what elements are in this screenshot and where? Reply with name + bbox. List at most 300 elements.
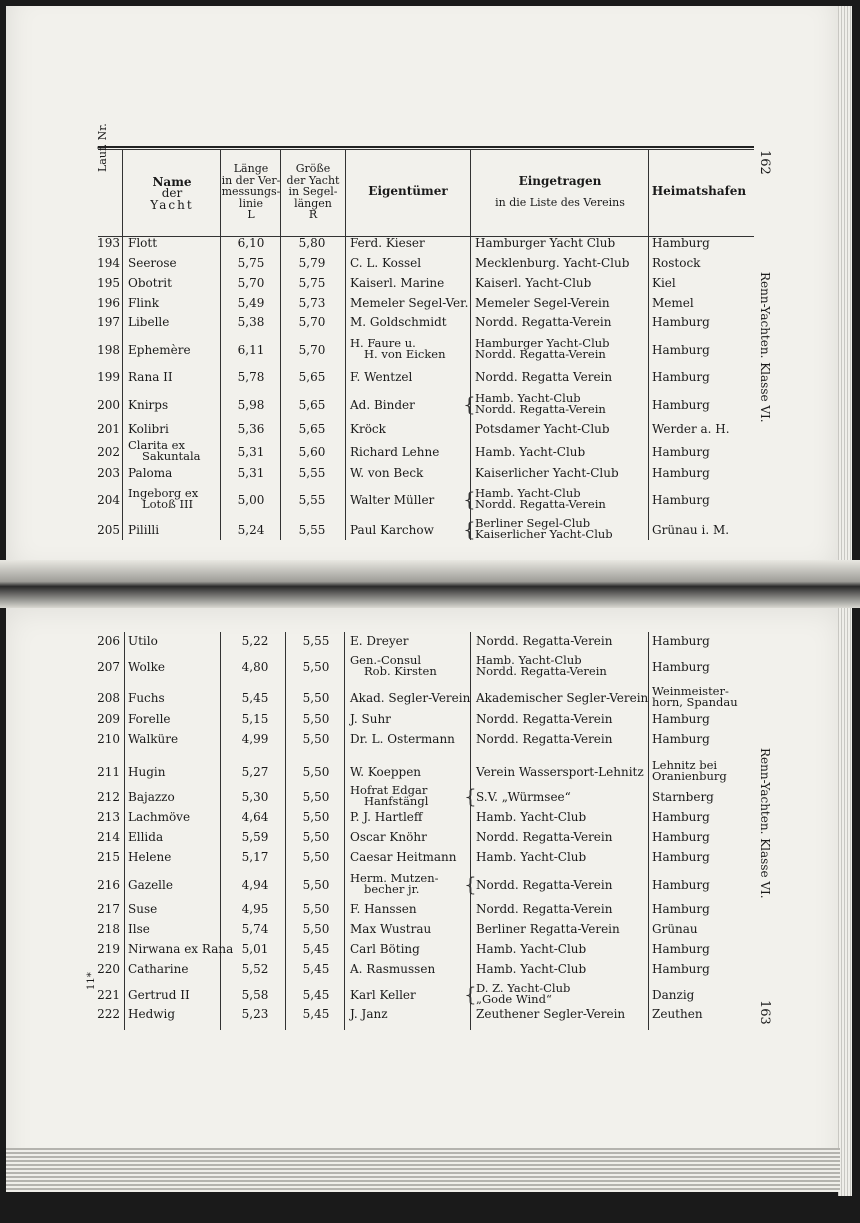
club <box>476 923 620 935</box>
brace-icon: { <box>463 392 476 416</box>
length-value: 5,01 <box>241 942 269 956</box>
length-value: 4,80 <box>241 660 269 674</box>
yacht-name <box>128 943 233 955</box>
row-number: 201 <box>97 422 120 436</box>
yacht-name-line: Ephemère <box>128 343 191 357</box>
home-port-line: Hamburg <box>652 850 710 864</box>
home-port-line: Hamburg <box>652 315 710 329</box>
club <box>476 851 586 863</box>
club-line: Nordd. Regatta-Verein <box>476 634 613 648</box>
sail-size-value: 5,50 <box>302 691 330 705</box>
club-line: Nordd. Regatta-Verein <box>476 878 613 892</box>
owner-line: C. L. Kossel <box>350 256 422 270</box>
club-line: Mecklenburg. Yacht-Club <box>475 256 630 270</box>
home-port <box>652 277 676 289</box>
club-line: Nordd. Regatta-Verein <box>475 315 612 329</box>
length-value: 5,31 <box>237 445 265 459</box>
header-heimatshafen: Heimatshafen <box>651 184 747 199</box>
yacht-name <box>128 989 190 1001</box>
owner-line: Memeler Segel-Ver. <box>350 296 469 310</box>
club-line: Potsdamer Yacht-Club <box>475 422 610 436</box>
club-line: Memeler Segel-Verein <box>475 296 610 310</box>
header-top-rule-2 <box>98 149 754 150</box>
sail-size-value: 5,55 <box>298 523 326 537</box>
yacht-name <box>128 733 178 745</box>
yacht-name-line: Pililli <box>128 523 160 537</box>
owner-line: Kröck <box>350 422 386 436</box>
owner <box>350 399 415 411</box>
yacht-name <box>128 399 168 411</box>
yacht-name <box>128 277 172 289</box>
sail-size-value: 5,50 <box>302 732 330 746</box>
yacht-name-line: Ilse <box>128 922 150 936</box>
home-port-line: Werder a. H. <box>652 422 730 436</box>
home-port <box>652 923 698 935</box>
club <box>476 811 586 823</box>
row-number: 217 <box>97 902 120 916</box>
length-value: 5,58 <box>241 988 269 1002</box>
club-line: Nordd. Regatta-Verein <box>475 497 606 511</box>
owner-line: Hanfstängl <box>364 794 429 808</box>
sail-size-value: 5,65 <box>298 422 326 436</box>
home-port <box>652 635 710 647</box>
row-number: 193 <box>97 236 120 250</box>
length-value: 5,22 <box>241 634 269 648</box>
owner-line: Paul Karchow <box>350 523 434 537</box>
sail-size-value: 5,50 <box>302 712 330 726</box>
yacht-name <box>128 963 188 975</box>
yacht-name-line: Wolke <box>128 660 165 674</box>
yacht-name-line: Flink <box>128 296 160 310</box>
owner <box>350 297 468 309</box>
owner-line: Walter Müller <box>350 493 435 507</box>
page-number-163: 163 <box>757 1000 772 1025</box>
sail-size-value: 5,50 <box>302 765 330 779</box>
club <box>476 635 612 647</box>
header-eigentuemer: Eigentümer <box>368 184 448 199</box>
row-number: 194 <box>97 256 120 270</box>
home-port-line: Hamburg <box>652 830 710 844</box>
home-port-line: Grünau <box>652 922 698 936</box>
club-line: Hamb. Yacht-Club <box>476 850 587 864</box>
length-value: 5,36 <box>237 422 265 436</box>
club-line: Hamb. Yacht-Club <box>476 653 582 667</box>
length-value: 6,11 <box>237 343 265 357</box>
club-line: Nordd. Regatta-Verein <box>476 664 607 678</box>
length-value: 6,10 <box>237 236 265 250</box>
row-number: 222 <box>97 1007 120 1021</box>
yacht-name <box>128 297 159 309</box>
club <box>475 297 610 309</box>
yacht-name <box>128 423 169 435</box>
club <box>476 879 612 891</box>
yacht-name-line: Walküre <box>128 732 179 746</box>
club-line: Berliner Regatta-Verein <box>476 922 620 936</box>
yacht-name-line: Kolibri <box>128 422 169 436</box>
row-number: 216 <box>97 878 120 892</box>
owner-line: J. Janz <box>350 1007 388 1021</box>
length-value: 4,99 <box>241 732 269 746</box>
row-number: 213 <box>97 810 120 824</box>
home-port <box>652 344 710 356</box>
yacht-name-line: Ingeborg ex <box>128 486 199 500</box>
home-port <box>652 943 710 955</box>
sail-size-value: 5,75 <box>298 276 326 290</box>
row-number: 214 <box>97 830 120 844</box>
club-line: Nordd. Regatta-Verein <box>475 347 606 361</box>
home-port <box>652 851 710 863</box>
home-port <box>652 760 727 782</box>
club <box>475 393 606 415</box>
yacht-name <box>128 831 163 843</box>
club <box>475 467 619 479</box>
home-port <box>652 237 710 249</box>
home-port-line: Rostock <box>652 256 701 270</box>
home-port-line: Hamburg <box>652 962 710 976</box>
yacht-name <box>128 766 165 778</box>
sail-size-value: 5,55 <box>302 634 330 648</box>
home-port-line: horn, Spandau <box>652 695 738 709</box>
home-port <box>652 903 710 915</box>
home-port <box>652 791 714 803</box>
owner-line: H. Faure u. <box>350 336 416 350</box>
yacht-name-line: Knirps <box>128 398 169 412</box>
club <box>476 733 612 745</box>
col-line <box>122 150 123 540</box>
yacht-name-line: Libelle <box>128 315 170 329</box>
club-line: Berliner Segel-Club <box>475 516 591 530</box>
home-port-line: Hamburg <box>652 732 710 746</box>
club-line: S.V. „Würmsee“ <box>476 790 571 804</box>
home-port-line: Hamburg <box>652 902 710 916</box>
club-line: Nordd. Regatta Verein <box>475 370 613 384</box>
header-lauf-nr: Lauf. Nr. <box>96 123 109 172</box>
length-value: 5,78 <box>237 370 265 384</box>
club <box>476 791 571 803</box>
row-number: 197 <box>97 315 120 329</box>
home-port-line: Grünau i. M. <box>652 523 730 537</box>
col-line <box>470 150 471 540</box>
length-value: 5,31 <box>237 466 265 480</box>
owner-line: becher jr. <box>364 882 420 896</box>
running-head-bottom: Renn-Yachten. Klasse VI. <box>758 748 772 899</box>
club <box>476 903 612 915</box>
home-port-line: Weinmeister- <box>652 684 729 698</box>
owner-line: J. Suhr <box>350 712 391 726</box>
owner <box>350 811 422 823</box>
home-port <box>652 446 710 458</box>
yacht-name <box>128 237 157 249</box>
row-number: 211 <box>97 765 120 779</box>
yacht-name-line: Nirwana ex Rana <box>128 942 234 956</box>
owner <box>350 851 457 863</box>
home-port <box>652 371 710 383</box>
row-number: 204 <box>97 493 120 507</box>
length-value: 4,95 <box>241 902 269 916</box>
club <box>475 518 613 540</box>
owner-line: Karl Keller <box>350 988 416 1002</box>
brace-icon: { <box>463 487 476 511</box>
yacht-name-line: Lachmöve <box>128 810 191 824</box>
home-port <box>652 297 694 309</box>
yacht-name-line: Helene <box>128 850 172 864</box>
row-number: 203 <box>97 466 120 480</box>
yacht-name <box>128 371 173 383</box>
yacht-name <box>128 257 177 269</box>
home-port-line: Zeuthen <box>652 1007 703 1021</box>
club <box>476 713 612 725</box>
length-value: 5,17 <box>241 850 269 864</box>
owner-line: Kaiserl. Marine <box>350 276 445 290</box>
owner <box>350 371 412 383</box>
sail-size-value: 5,50 <box>302 660 330 674</box>
club <box>475 277 591 289</box>
yacht-name <box>128 467 172 479</box>
sail-size-value: 5,80 <box>298 236 326 250</box>
header-eingetragen: Eingetragen in die Liste des Vereins <box>495 173 625 209</box>
home-port-line: Hamburg <box>652 810 710 824</box>
yacht-name <box>128 524 159 536</box>
sail-size-value: 5,50 <box>302 810 330 824</box>
yacht-name <box>128 903 157 915</box>
sail-size-value: 5,50 <box>302 850 330 864</box>
owner-line: A. Rasmussen <box>350 962 436 976</box>
sail-size-value: 5,45 <box>302 942 330 956</box>
owner-line: M. Goldschmidt <box>350 315 447 329</box>
sail-size-value: 5,50 <box>302 902 330 916</box>
home-port <box>652 524 729 536</box>
home-port-line: Hamburg <box>652 942 710 956</box>
home-port-line: Hamburg <box>652 343 710 357</box>
row-number: 198 <box>97 343 120 357</box>
row-number: 200 <box>97 398 120 412</box>
owner-line: Carl Böting <box>350 942 420 956</box>
yacht-name-line: Rana II <box>128 370 173 384</box>
owner-line: W. von Beck <box>350 466 424 480</box>
yacht-name <box>128 851 171 863</box>
header-groesse: Größe der Yacht in Segel- längen R <box>286 162 340 222</box>
home-port-line: Starnberg <box>652 790 714 804</box>
row-number: 196 <box>97 296 120 310</box>
club-line: Nordd. Regatta-Verein <box>475 402 606 416</box>
owner-line: W. Koeppen <box>350 765 422 779</box>
club-line: Hamburger Yacht Club <box>475 236 616 250</box>
owner-line: Hofrat Edgar <box>350 783 428 797</box>
yacht-name-line: Ellida <box>128 830 164 844</box>
owner <box>350 733 455 745</box>
home-port-line: Danzig <box>652 988 695 1002</box>
length-value: 5,00 <box>237 493 265 507</box>
home-port-line: Hamburg <box>652 660 710 674</box>
home-port <box>652 989 694 1001</box>
header-laenge: Länge in der Ver- messungs- linie L <box>221 162 281 222</box>
owner <box>350 524 434 536</box>
header-top-rule <box>98 146 754 148</box>
length-value: 5,59 <box>241 830 269 844</box>
length-value: 5,98 <box>237 398 265 412</box>
yacht-name-line: Flott <box>128 236 158 250</box>
club-line: Zeuthener Segler-Verein <box>476 1007 626 1021</box>
home-port <box>652 467 710 479</box>
yacht-name <box>128 635 158 647</box>
owner-line: P. J. Hartleff <box>350 810 423 824</box>
sail-size-value: 5,79 <box>298 256 326 270</box>
owner-line: Richard Lehne <box>350 445 440 459</box>
owner <box>350 873 439 895</box>
page-stack-bottom-edge <box>6 1148 840 1192</box>
row-number: 218 <box>97 922 120 936</box>
club <box>476 1008 625 1020</box>
club-line: Hamb. Yacht-Club <box>476 810 587 824</box>
yacht-name-line: Obotrit <box>128 276 172 290</box>
length-value: 5,75 <box>237 256 265 270</box>
row-number: 195 <box>97 276 120 290</box>
length-value: 5,23 <box>241 1007 269 1021</box>
owner-line: Rob. Kirsten <box>364 664 437 678</box>
club <box>475 488 606 510</box>
club <box>475 316 611 328</box>
col-line <box>345 150 346 540</box>
sail-size-value: 5,50 <box>302 830 330 844</box>
col-line <box>648 150 649 540</box>
owner <box>350 655 437 677</box>
row-number: 199 <box>97 370 120 384</box>
owner-line: Gen.-Consul <box>350 653 422 667</box>
row-number: 221 <box>97 988 120 1002</box>
club <box>475 446 585 458</box>
length-value: 4,94 <box>241 878 269 892</box>
header-name: Name der Yacht <box>150 174 194 212</box>
yacht-name-line: Seerose <box>128 256 177 270</box>
yacht-name <box>128 811 190 823</box>
home-port-line: Hamburg <box>652 493 710 507</box>
yacht-name <box>128 713 171 725</box>
home-port-line: Hamburg <box>652 712 710 726</box>
owner-line: Caesar Heitmann <box>350 850 457 864</box>
yacht-name-line: Clarita ex <box>128 438 185 452</box>
page-number-162: 162 <box>757 150 772 175</box>
owner-line: Ad. Binder <box>350 398 415 412</box>
length-value: 5,70 <box>237 276 265 290</box>
home-port <box>652 879 710 891</box>
yacht-name <box>128 661 165 673</box>
home-port <box>652 713 710 725</box>
home-port <box>652 316 710 328</box>
row-number: 219 <box>97 942 120 956</box>
home-port-line: Hamburg <box>652 466 710 480</box>
club-line: Kaiserlicher Yacht-Club <box>475 527 613 541</box>
home-port-line: Oranienburg <box>652 769 727 783</box>
club-line: Verein Wassersport-Lehnitz <box>476 765 644 779</box>
length-value: 5,38 <box>237 315 265 329</box>
owner <box>350 963 435 975</box>
club-line: Kaiserlicher Yacht-Club <box>475 466 619 480</box>
owner <box>350 446 439 458</box>
club <box>476 983 570 1005</box>
length-value: 4,64 <box>241 810 269 824</box>
yacht-name-line: Sakuntala <box>142 449 201 463</box>
owner-line: H. von Eicken <box>364 347 446 361</box>
row-number: 206 <box>97 634 120 648</box>
owner <box>350 635 408 647</box>
sail-size-value: 5,70 <box>298 343 326 357</box>
club-line: Hamb. Yacht-Club <box>475 391 581 405</box>
owner <box>350 692 470 704</box>
owner-line: Max Wustrau <box>350 922 432 936</box>
club <box>476 655 607 677</box>
yacht-name-line: Utilo <box>128 634 158 648</box>
home-port-line: Hamburg <box>652 398 710 412</box>
home-port-line: Kiel <box>652 276 676 290</box>
row-number: 210 <box>97 732 120 746</box>
owner <box>350 713 391 725</box>
yacht-name <box>128 344 191 356</box>
length-value: 5,74 <box>241 922 269 936</box>
yacht-name-line: Bajazzo <box>128 790 175 804</box>
club <box>476 831 612 843</box>
row-number: 202 <box>97 445 120 459</box>
signature-mark: 11* <box>86 972 97 990</box>
owner <box>350 338 446 360</box>
sail-size-value: 5,50 <box>302 878 330 892</box>
yacht-name-line: Catharine <box>128 962 189 976</box>
club <box>476 963 586 975</box>
club-line: Hamb. Yacht-Club <box>475 486 581 500</box>
yacht-name-line: Lotoß III <box>142 497 194 511</box>
yacht-name-line: Suse <box>128 902 158 916</box>
sail-size-value: 5,45 <box>302 1007 330 1021</box>
length-value: 5,15 <box>241 712 269 726</box>
col-line <box>220 632 221 1030</box>
owner <box>350 1008 388 1020</box>
home-port <box>652 423 730 435</box>
col-line <box>124 632 125 1030</box>
owner <box>350 316 447 328</box>
sail-size-value: 5,65 <box>298 398 326 412</box>
brace-icon: { <box>464 982 477 1006</box>
row-number: 205 <box>97 523 120 537</box>
yacht-name-line: Hedwig <box>128 1007 176 1021</box>
home-port <box>652 399 710 411</box>
home-port <box>652 686 738 708</box>
club-line: Hamburger Yacht-Club <box>475 336 610 350</box>
club-line: Kaiserl. Yacht-Club <box>475 276 592 290</box>
yacht-name-line: Paloma <box>128 466 173 480</box>
length-value: 5,45 <box>241 691 269 705</box>
row-number: 212 <box>97 790 120 804</box>
owner <box>350 277 444 289</box>
club-line: D. Z. Yacht-Club <box>476 981 571 995</box>
length-value: 5,24 <box>237 523 265 537</box>
owner-line: F. Hanssen <box>350 902 417 916</box>
sail-size-value: 5,60 <box>298 445 326 459</box>
yacht-name <box>128 1008 175 1020</box>
yacht-name <box>128 316 169 328</box>
sail-size-value: 5,50 <box>302 922 330 936</box>
home-port-line: Hamburg <box>652 445 710 459</box>
yacht-name <box>128 791 175 803</box>
sail-size-value: 5,45 <box>302 988 330 1002</box>
owner <box>350 903 417 915</box>
yacht-name-line: Gertrud II <box>128 988 190 1002</box>
club-line: Hamb. Yacht-Club <box>475 445 586 459</box>
club <box>476 766 644 778</box>
owner <box>350 923 431 935</box>
sail-size-value: 5,55 <box>298 466 326 480</box>
owner-line: Ferd. Kieser <box>350 236 425 250</box>
owner-line: Oscar Knöhr <box>350 830 427 844</box>
home-port <box>652 831 710 843</box>
